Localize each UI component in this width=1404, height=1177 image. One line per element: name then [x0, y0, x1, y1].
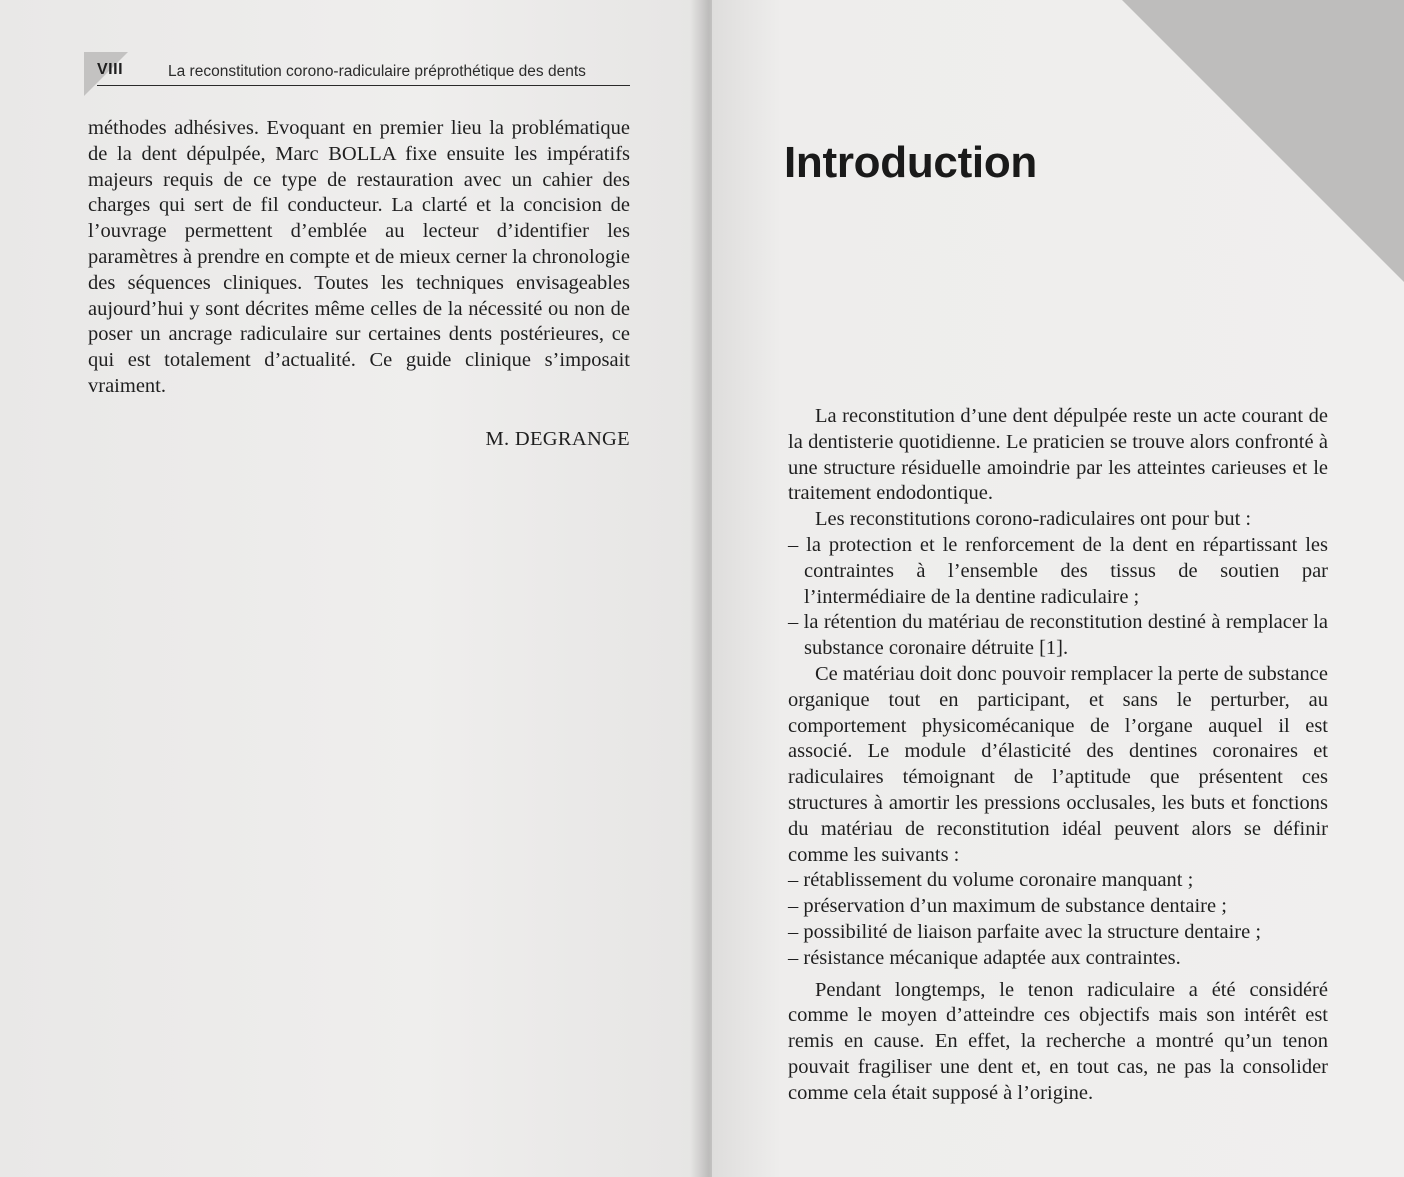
preface-paragraph: méthodes adhésives. Evoquant en premier lieu la problématique de la dent dépulpée, Marc BOLLA fixe ensuite les impératifs majeurs requis de ce type de restauration avec un cahier des charges qui sert de fil conducteur. La clarté et la concision de l’ouvrage permettent d’emblée au lecteur d’identifier les paramètres à prendre en compte et de mieux cerner la chronologie des séquences cliniques. Toutes les techniques envisageables aujourd’hui y sont décrites même celles de la nécessité ou non de poser un ancrage radiculaire sur certaines dents postérieures, ce qui est totalement d’actualité. Ce guide clinique s’imposait vraiment. [88, 117, 630, 397]
preface-text [88, 116, 630, 400]
running-head [97, 61, 630, 86]
introduction-text [788, 404, 1328, 1107]
paragraph: La reconstitution d’une dent dépulpée reste un acte courant de la dentisterie quotidienne. Le praticien se trouve alors confronté à une structure résiduelle amoindrie par les atteintes carieuses et le traitement endodontique. [788, 405, 1328, 505]
paragraph: Les reconstitutions corono-radiculaires ont pour but : [815, 508, 1252, 531]
paragraph: Pendant longtemps, le tenon radiculaire a été considéré comme le moyen d’atteindre ces objectifs mais son intérêt est remis en cause. En effet, la recherche a montré qu’un tenon pouvait fragiliser une dent et, en tout cas, ne pas la consolider comme cela était supposé à l’origine. [788, 978, 1328, 1104]
running-title: La reconstitution corono-radiculaire préprothétique des dents [168, 63, 586, 80]
list-item: – possibilité de liaison parfaite avec la structure dentaire ; [788, 920, 1262, 943]
list-item: – la protection et le renforcement de la dent en répartissant les contraintes à l’ensemble des tissus de soutien par l’intermédiaire de la dentine radiculaire ; [788, 533, 1328, 608]
chapter-title: Introduction [784, 138, 1038, 187]
page-number: VIII [97, 61, 124, 78]
paragraph: Ce matériau doit donc pouvoir remplacer la perte de substance organique tout en participant, et sans le perturber, au comportement physicomécanique de l’organe auquel il est associé. Le module d’élasticité des dentines coronaires et radiculaires témoignant de l’aptitude que présentent ces structures à amortir les pressions occlusales, les buts et fonctions du matériau de reconstitution idéal peuvent alors se définir comme les suivants : [788, 662, 1328, 866]
list-item: – la rétention du matériau de reconstitution destiné à remplacer la substance coronaire détruite [1]. [788, 611, 1328, 660]
list-item: – préservation d’un maximum de substance dentaire ; [788, 895, 1227, 918]
list-item: – rétablissement du volume coronaire manquant ; [788, 869, 1194, 892]
list-item: – résistance mécanique adaptée aux contraintes. [788, 946, 1181, 969]
corner-mark [1122, 0, 1404, 282]
signature: M. DEGRANGE [485, 428, 630, 450]
